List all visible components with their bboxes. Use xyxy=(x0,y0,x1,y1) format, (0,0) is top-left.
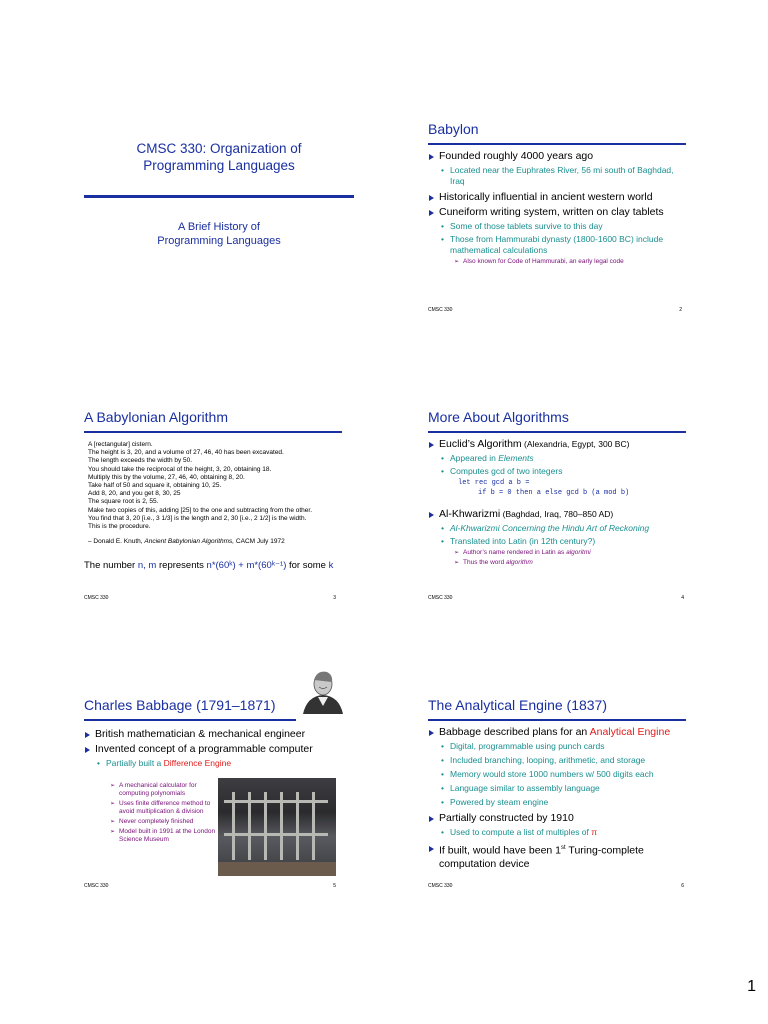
code-line: let rec gcd a b = xyxy=(458,479,530,487)
slide-title: The Analytical Engine (1837) xyxy=(428,697,607,713)
bullet: Founded roughly 4000 years ago xyxy=(428,150,686,163)
slide-1-rule xyxy=(84,195,354,198)
bullet-list xyxy=(428,438,686,567)
babbage-portrait xyxy=(297,668,345,714)
slide-1-subtitle: A Brief History of Programming Languages xyxy=(157,221,281,247)
difference-engine-photo xyxy=(218,778,336,876)
difference-engine-notes xyxy=(84,780,219,844)
sub-sub-bullet: ➢ Also known for Code of Hammurabi, an early legal code xyxy=(428,258,686,266)
bullet: Euclid’s Algorithm (Alexandria, Egypt, 300 BC) xyxy=(428,438,686,451)
citation: – Donald E. Knuth, Ancient Babylonian Algorithms, CACM July 1972 xyxy=(88,538,285,546)
title-rule xyxy=(84,719,296,721)
babylonian-text: A [rectangular] cistern. The height is 3, 20, and a volume of 27, 46, 40 has been excavated. The length exceeds the width by 50. You should take the reciprocal of the height, 3, 20, obtaining 18. Multiply this by the volume, 27, 46, 40, obtaining 8, 20. Take half of 50 and square it, obtaining 10, 25. Add 8, 20, and you get 8, 30, 25 The square root is 2, 55. Make two copies of this, adding [25] to the one and subtracting from the other. You find that 3, 20 [i.e., 3 1/3] is the length and 2, 30 [i.e., 2 1/2] is the width. This is the procedure. xyxy=(88,441,313,531)
bullet-list xyxy=(428,726,686,871)
slide-6 xyxy=(428,697,686,871)
slide-1 xyxy=(84,140,354,248)
bullet: Invented concept of a programmable computer xyxy=(84,743,354,756)
bullet: Historically influential in ancient western world xyxy=(428,191,686,204)
sub-bullet: • Those from Hammurabi dynasty (1800-1600 BC) include mathematical calculations xyxy=(428,234,686,256)
sub-sub-bullet: ➢ Thus the word algorithm xyxy=(428,559,686,567)
slide-6-page-number: 6 xyxy=(681,883,684,889)
sub-bullet: • Computes gcd of two integers xyxy=(428,466,686,477)
slide-2-footer: CMSC 330 xyxy=(428,307,453,313)
slide-3 xyxy=(84,409,342,571)
slide-5-page-number: 5 xyxy=(333,883,336,889)
bullet: Partially constructed by 1910 xyxy=(428,812,686,825)
bullet: Babbage described plans for an Analytical Engine xyxy=(428,726,686,739)
slide-title: Babylon xyxy=(428,121,479,137)
slide-1-title: CMSC 330: Organization of Programming Languages xyxy=(136,141,302,173)
bullet: Cuneiform writing system, written on clay tablets xyxy=(428,206,686,219)
slide-title: More About Algorithms xyxy=(428,409,569,425)
bullet-list xyxy=(428,150,686,266)
slide-4-footer: CMSC 330 xyxy=(428,595,453,601)
sub-sub-bullet: ➢ A mechanical calculator for computing polynomials xyxy=(84,782,219,798)
slide-2-page-number: 2 xyxy=(679,307,682,313)
sub-bullet: • Memory would store 1000 numbers w/ 500 digits each xyxy=(428,769,686,780)
sub-bullet: • Language similar to assembly language xyxy=(428,783,686,794)
sub-bullet: • Some of those tablets survive to this day xyxy=(428,221,686,232)
slide-6-footer: CMSC 330 xyxy=(428,883,453,889)
sub-bullet: • Partially built a Difference Engine xyxy=(84,758,354,769)
sheet-page-number: 1 xyxy=(747,978,756,995)
number-explanation: The number n, m represents n*(60ᵏ) + m*(60ᵏ⁻¹) for some k xyxy=(84,560,334,572)
sub-bullet: • Located near the Euphrates River, 56 mi south of Baghdad, Iraq xyxy=(428,165,686,187)
title-rule xyxy=(428,143,686,145)
portrait-image xyxy=(297,668,345,714)
sub-sub-bullet: ➢ Uses finite difference method to avoid multiplication & division xyxy=(84,800,219,816)
slide-5-bullets xyxy=(84,724,354,769)
bullet: If built, would have been 1st Turing-complete computation device xyxy=(428,842,686,871)
slide-2 xyxy=(428,121,686,266)
sub-bullet: • Translated into Latin (in 12th century?) xyxy=(428,536,686,547)
slide-title: Charles Babbage (1791–1871) xyxy=(84,697,276,713)
title-rule xyxy=(84,431,342,433)
slide-3-page-number: 3 xyxy=(333,595,336,601)
sub-sub-bullet: ➢ Never completely finished xyxy=(84,818,219,826)
title-rule xyxy=(428,431,686,433)
slide-3-footer: CMSC 330 xyxy=(84,595,109,601)
sub-bullet: • Digital, programmable using punch cards xyxy=(428,741,686,752)
sub-bullet: • Al-Khwarizmi Concerning the Hindu Art of Reckoning xyxy=(428,523,686,534)
slide-5-footer: CMSC 330 xyxy=(84,883,109,889)
sub-bullet: • Used to compute a list of multiples of π xyxy=(428,827,686,838)
slide-4 xyxy=(428,409,686,567)
sub-bullet: • Included branching, looping, arithmetic, and storage xyxy=(428,755,686,766)
sub-sub-bullet: ➢ Author’s name rendered in Latin as algoritmi xyxy=(428,549,686,557)
sub-bullet: • Powered by steam engine xyxy=(428,797,686,808)
slide-4-page-number: 4 xyxy=(681,595,684,601)
bullet: British mathematician & mechanical engineer xyxy=(84,728,354,741)
bullet: Al-Khwarizmi (Baghdad, Iraq, 780–850 AD) xyxy=(428,508,686,521)
code-line: if b = 0 then a else gcd b (a mod b) xyxy=(478,489,630,497)
sub-sub-bullet: ➢ Model built in 1991 at the London Science Museum xyxy=(84,828,219,844)
sub-bullet: • Appeared in Elements xyxy=(428,453,686,464)
title-rule xyxy=(428,719,686,721)
slide-title: A Babylonian Algorithm xyxy=(84,409,228,425)
